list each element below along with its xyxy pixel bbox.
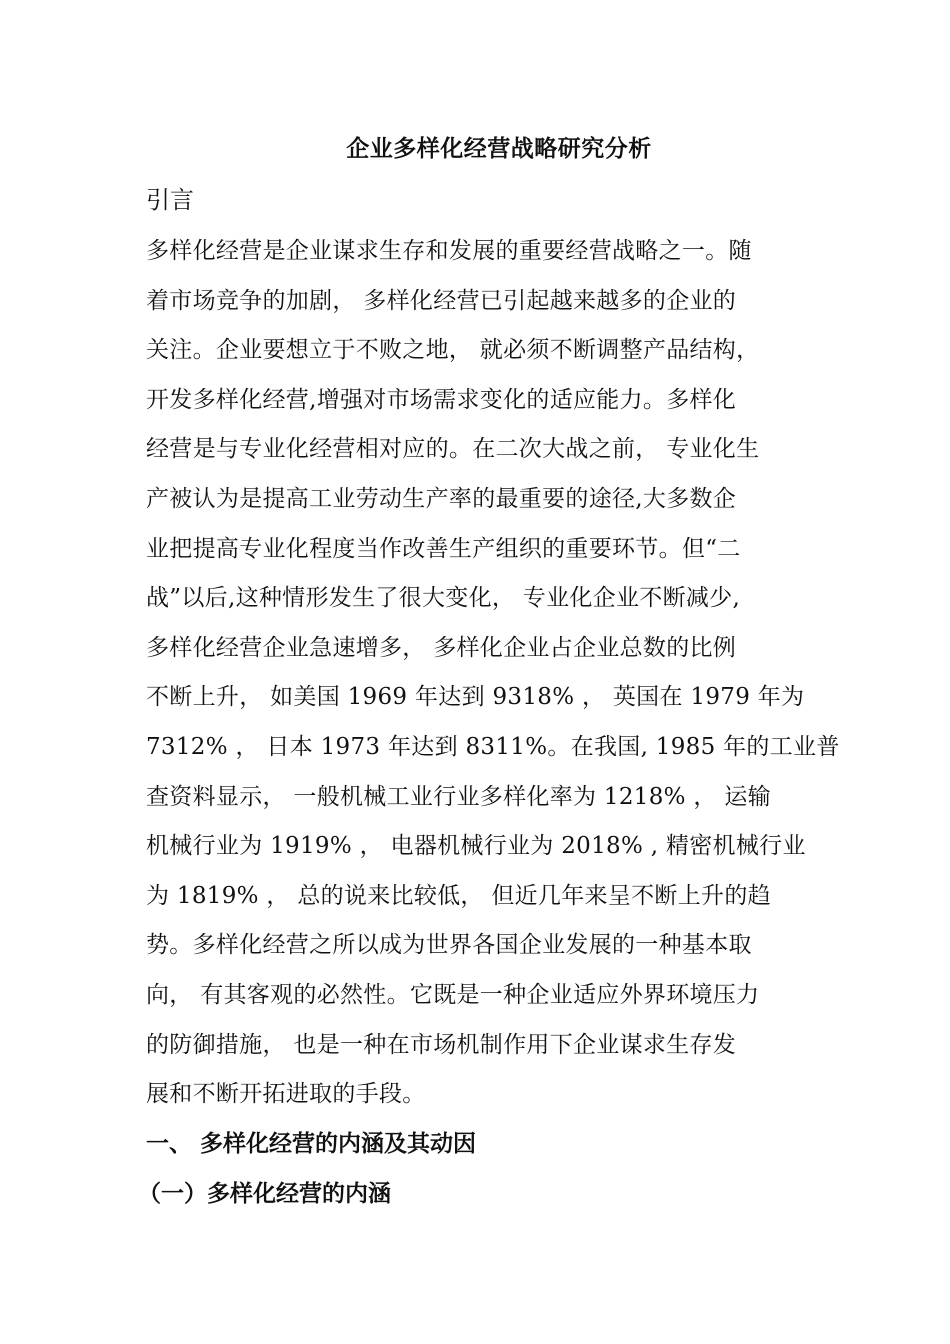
paragraph-line: 不断上升， 如美国 1969 年达到 9318% ， 英国在 1979 年为 (146, 684, 805, 711)
paragraph-line: 多样化经营是企业谋求生存和发展的重要经营战略之一。随 (146, 238, 752, 264)
paragraph-line: 势。多样化经营之所以成为世界各国企业发展的一种基本取 (146, 932, 752, 959)
paragraph-line: 业把提高专业化程度当作改善生产组织的重要环节。但“二 (146, 535, 741, 562)
paragraph-line: 展和不断开拓进取的手段。 (146, 1081, 426, 1108)
subsection-heading: （一）多样化经营的内涵 (138, 1181, 391, 1207)
intro-heading: 引言 (146, 186, 194, 214)
paragraph-line: 战”以后,这种情形发生了很大变化， 专业化企业不断减少, (146, 585, 741, 612)
paragraph-line: 产被认为是提高工业劳动生产率的最重要的途径,大多数企 (146, 485, 737, 512)
section-heading: 一、 多样化经营的内涵及其动因 (146, 1131, 477, 1157)
paragraph-line: 多样化经营企业急速增多， 多样化企业占企业总数的比例 (146, 634, 737, 661)
intro-paragraph (146, 227, 840, 1120)
paragraph-line: 机械行业为 1919% ， 电器机械行业为 2018% , 精密机械行业 (146, 833, 806, 860)
paragraph-line: 为 1819% ， 总的说来比较低， 但近几年来呈不断上升的趋 (146, 882, 771, 909)
paragraph-line: 经营是与专业化经营相对应的。在二次大战之前， 专业化生 (146, 436, 760, 463)
paragraph-line: 着市场竞争的加剧， 多样化经营已引起越来越多的企业的 (146, 287, 737, 314)
paragraph-line: 的防御措施， 也是一种在市场机制作用下企业谋求生存发 (146, 1031, 737, 1058)
document-title: 企业多样化经营战略研究分析 (346, 136, 652, 162)
paragraph-line: 7312% ， 日本 1973 年达到 8311%。在我国, 1985 年的工业普 (146, 733, 840, 760)
paragraph-line: 查资料显示， 一般机械工业行业多样化率为 1218% ， 运输 (146, 783, 771, 810)
paragraph-line: 开发多样化经营,增强对市场需求变化的适应能力。多样化 (146, 386, 737, 413)
paragraph-line: 向， 有其客观的必然性。它既是一种企业适应外界环境压力 (146, 981, 760, 1008)
paragraph-line: 关注。企业要想立于不败之地， 就必须不断调整产品结构， (146, 337, 760, 364)
